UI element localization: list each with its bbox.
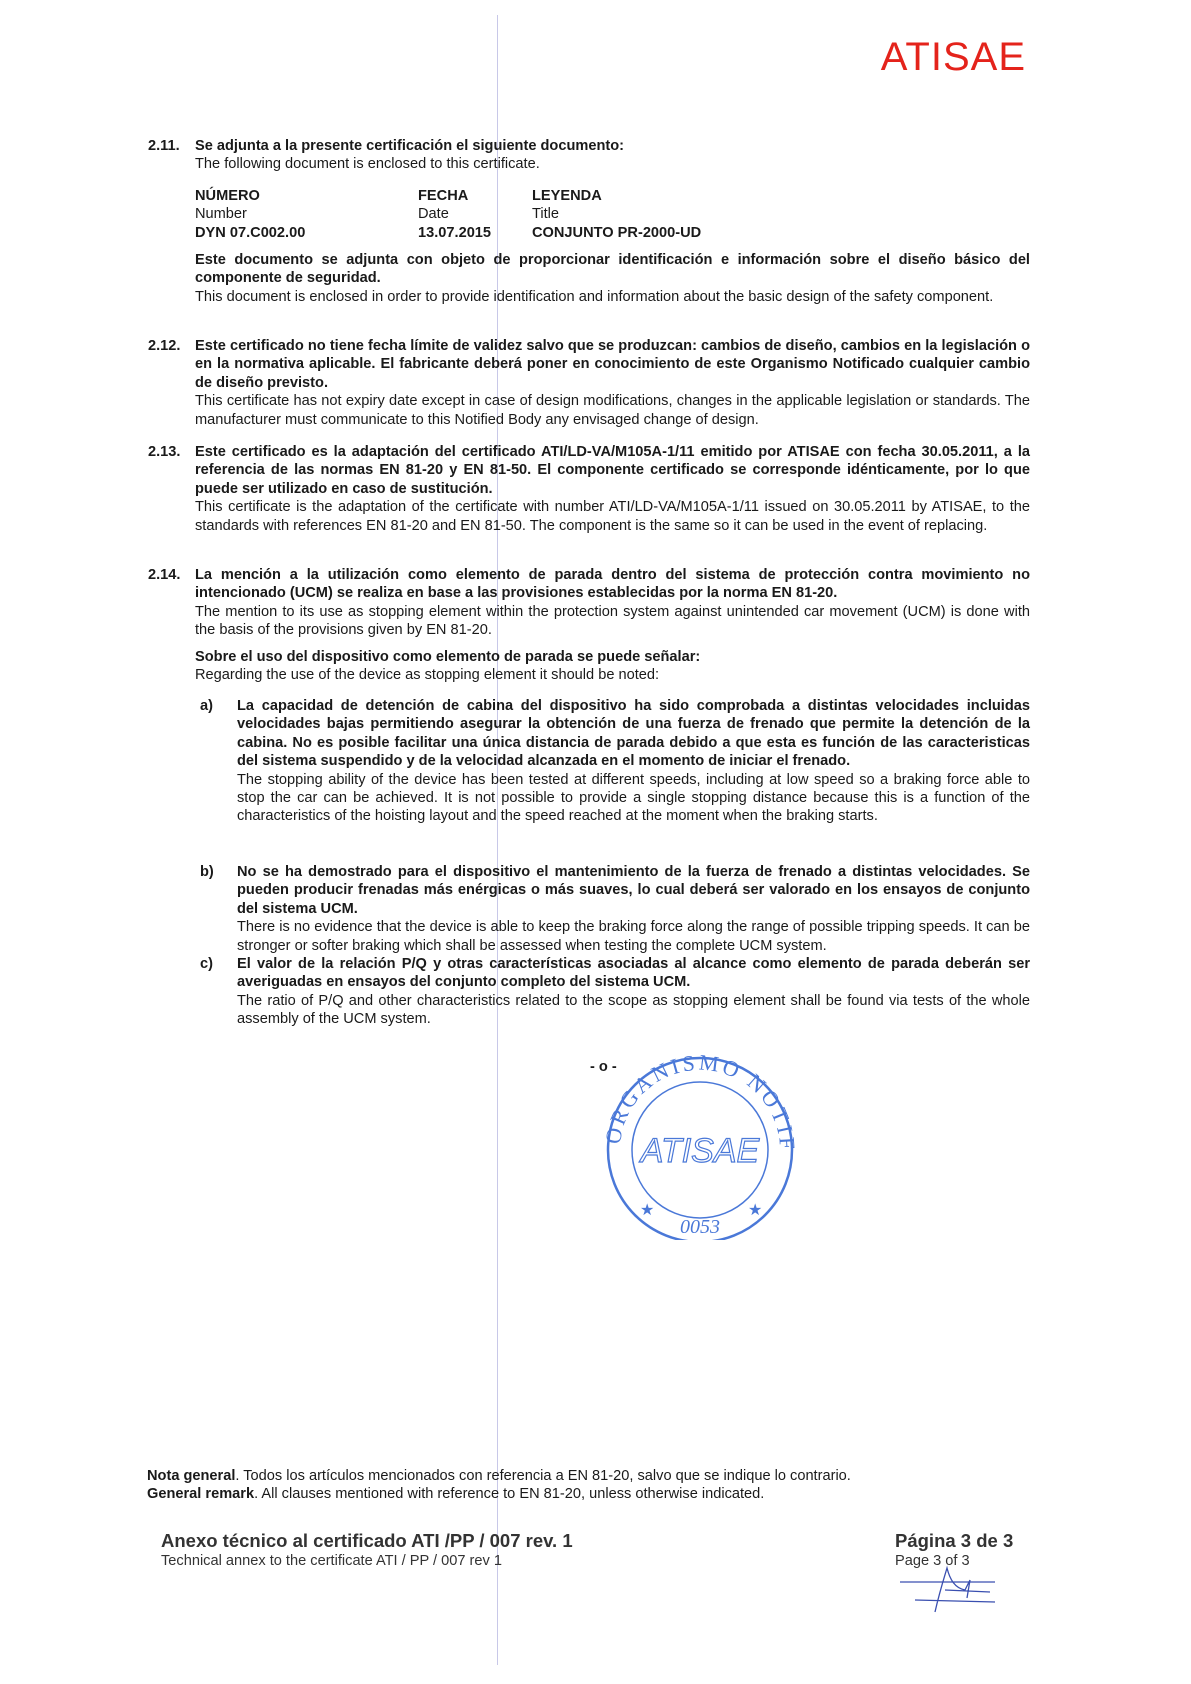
cell-date: 13.07.2015 (418, 224, 492, 241)
list-item-b (237, 863, 1030, 955)
item-text-es: No se ha demostrado para el dispositivo el mantenimiento de la fuerza de frenado a distintas velocidades. Se pueden producir frenadas más enérgicas o más suaves, lo cual deberá ser valorado en los ensayos de conjunto del sistema UCM. (237, 864, 1030, 917)
section-2-12 (195, 337, 1030, 429)
paragraph-es: Este documento se adjunta con objeto de proporcionar identificación e información sobre el diseño básico del componente de seguridad. (195, 252, 1030, 287)
header-date-en: Date (418, 206, 449, 223)
header-title: LEYENDA (532, 188, 602, 204)
note-label-en: General remark (147, 1486, 255, 1503)
stamp-number: 0053 (680, 1216, 720, 1238)
item-text-es: La capacidad de detención de cabina del dispositivo ha sido comprobada a distintas velocidades incluidas velocidades bajas permitiendo asegurar la obtención de una fuerza de frenado que permite la detención de la cabina. No es posible facilitar una única distancia de parada debido a que esta es función de las caracteristicas del sistema suspendido y de la velocidad alcanzada en el momento de iniciar el frenado. (237, 698, 1030, 770)
item-text-en: The ratio of P/Q and other characteristics related to the scope as stopping element shall be found via tests of the whole assembly of the UCM system. (237, 992, 1030, 1028)
intro-es: Sobre el uso del dispositivo como elemento de parada se puede señalar: (195, 649, 701, 665)
footer-title-es: Anexo técnico al certificado ATI /PP / 007 rev. 1 (161, 1530, 573, 1551)
section-number: 2.12. (148, 338, 181, 354)
section-2-11-paragraph (195, 251, 1030, 306)
section-text-es: Este certificado no tiene fecha límite de validez salvo que se produzcan: cambios de diseño, cambios en la legislación o en la normativa aplicable. El fabricante deberá poner en conocimiento de este Organismo Notificado cualquier cambio de diseño previsto. (195, 338, 1030, 391)
general-note (147, 1467, 851, 1504)
section-text-en: This certificate is the adaptation of the certificate with number ATI/LD-VA/M105A-1/11 issued on 30.05.2011 by ATISAE, to the standards with references EN 81-20 and EN 81-50. The component is the same so it can be used in the event of replacing. (195, 499, 1030, 534)
notified-body-stamp (590, 1040, 810, 1245)
signature (895, 1560, 1005, 1620)
section-2-11 (195, 137, 1030, 174)
section-2-14 (195, 566, 1030, 640)
cell-number: DYN 07.C002.00 (195, 224, 306, 241)
page-number (895, 1530, 1013, 1626)
svg-text:★: ★ (748, 1202, 763, 1219)
page-number-en: Page 3 of 3 (895, 1553, 970, 1569)
item-text-en: The stopping ability of the device has been tested at different speeds, including at low speed so a braking force able to stop the car can be achieved. It is not possible to provide a single stopping distance because this is a function of the characteristics of the hoisting layout and the speed reached at the moment when the braking starts. (237, 771, 1030, 825)
stamp-ring-text: ORGANISMO NOTIF (599, 1049, 801, 1154)
stamp-center-text: ATISAE (640, 1132, 760, 1170)
section-text-es: Se adjunta a la presente certificación el siguiente documento: (195, 138, 625, 154)
page-number-es: Página 3 de 3 (895, 1530, 1014, 1551)
footer-title-en: Technical annex to the certificate ATI / PP / 007 rev 1 (161, 1553, 502, 1569)
item-text-es: El valor de la relación P/Q y otras características asociadas al alcance como elemento de parada deberán ser averiguadas en ensayos del conjunto completo del sistema UCM. (237, 956, 1030, 991)
atisae-logo: ATISAE (880, 35, 1026, 79)
note-label-es: Nota general (147, 1468, 236, 1484)
header-number: NÚMERO (195, 188, 260, 204)
section-2-13 (195, 443, 1030, 535)
section-number: 2.13. (148, 444, 181, 460)
intro-en: Regarding the use of the device as stopping element it should be noted: (195, 667, 660, 684)
cell-title: CONJUNTO PR-2000-UD (532, 224, 702, 241)
note-text-es: . Todos los artículos mencionados con referencia a EN 81-20, salvo que se indique lo contrario. (235, 1468, 851, 1484)
header-date: FECHA (418, 188, 469, 204)
section-text-en: The mention to its use as stopping element within the protection system against unintended car movement (UCM) is done with the basis of the provisions given by EN 81-20. (195, 603, 1030, 639)
item-label: c) (200, 956, 213, 972)
item-label: a) (200, 698, 213, 714)
paragraph-en: This document is enclosed in order to provide identification and information about the basic design of the safety component. (195, 288, 994, 305)
list-item-c (237, 955, 1030, 1029)
section-text-es: La mención a la utilización como elemento de parada dentro del sistema de protección contra movimiento no intencionado (UCM) se realiza en base a las provisiones establecidas por la norma EN 81-20. (195, 567, 1030, 602)
header-number-en: Number (195, 206, 247, 223)
section-number: 2.11. (148, 138, 180, 154)
section-text-es: Este certificado es la adaptación del certificado ATI/LD-VA/M105A-1/11 emitido por ATISAE con fecha 30.05.2011, a la referencia de las normas EN 81-20 y EN 81-50. El componente certificado se corresponde idénticamente, por lo que puede ser utilizado en caso de sustitución. (195, 444, 1030, 497)
usage-intro (195, 648, 1030, 685)
section-text-en: This certificate has not expiry date except in case of design modifications, changes in the applicable legislation or standards. The manufacturer must communicate to this Notified Body any envisaged change of design. (195, 393, 1030, 428)
note-text-en: . All clauses mentioned with reference to EN 81-20, unless otherwise indicated. (254, 1486, 765, 1503)
section-number: 2.14. (148, 567, 181, 583)
section-text-en: The following document is enclosed to this certificate. (195, 156, 540, 173)
item-label: b) (200, 864, 214, 880)
header-title-en: Title (532, 206, 560, 223)
svg-text:★: ★ (640, 1202, 655, 1219)
end-mark: - o - (590, 1059, 617, 1075)
list-item-a (237, 697, 1030, 826)
item-text-en: There is no evidence that the device is able to keep the braking force along the range of possible tripping speeds. It can be stronger or softer braking which shall be assessed when testing the complete UCM system. (237, 919, 1030, 954)
footer-title (161, 1530, 573, 1570)
